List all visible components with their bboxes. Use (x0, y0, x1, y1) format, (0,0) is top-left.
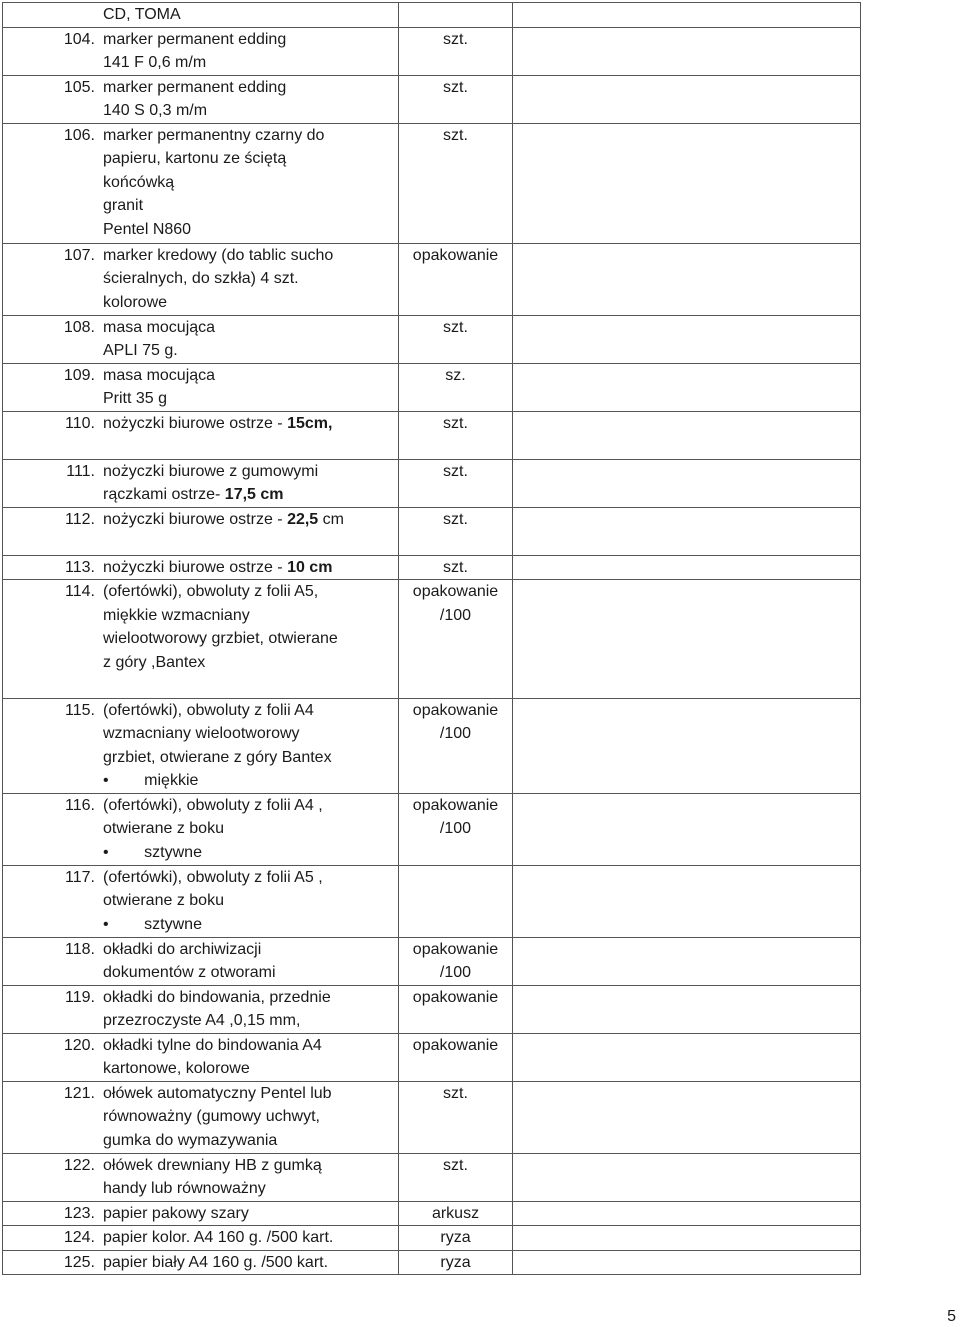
item-text: masa mocująca (103, 318, 216, 336)
item-description-line (3, 841, 398, 865)
unit-cell (399, 507, 513, 555)
unit-label: /100 (439, 606, 472, 624)
item-description-line (3, 1226, 398, 1250)
table-row (3, 123, 861, 243)
empty-cell (513, 459, 861, 507)
item-description-line (3, 3, 398, 27)
item-text: otwierane z boku (103, 820, 224, 837)
empty-cell (513, 1033, 861, 1081)
unit-label: arkusz (431, 1204, 480, 1222)
item-text: handy lub równoważny (103, 1180, 266, 1197)
empty-cell (513, 1226, 861, 1251)
item-description-line (3, 580, 398, 604)
item-description-line (3, 508, 398, 532)
table-row (3, 315, 861, 363)
empty-cell (513, 411, 861, 459)
item-description-cell (3, 27, 399, 75)
item-description-cell (3, 793, 399, 865)
table-row (3, 75, 861, 123)
item-description-line (3, 1009, 398, 1033)
unit-label: szt. (443, 78, 468, 96)
item-description-line (3, 435, 398, 459)
table-row (3, 1153, 861, 1201)
item-description-line (3, 794, 398, 818)
item-description-line (3, 986, 398, 1010)
unit-cell (399, 315, 513, 363)
item-description-line (3, 339, 398, 363)
empty-cell (513, 793, 861, 865)
table-row (3, 243, 861, 315)
empty-cell (513, 123, 861, 243)
item-description-cell (3, 243, 399, 315)
item-number: 122. (63, 1156, 95, 1174)
unit-cell (399, 123, 513, 243)
unit-label: szt. (443, 462, 468, 480)
item-description-line (3, 194, 398, 218)
unit-cell (399, 243, 513, 315)
item-number: 113. (65, 558, 95, 576)
item-text: (ofertówki), obwoluty z folii A5, (103, 583, 319, 600)
item-text: APLI 75 g. (103, 342, 178, 359)
item-description-line (3, 1251, 398, 1275)
item-description-line (3, 76, 398, 100)
item-text: (ofertówki), obwoluty z folii A4 (103, 701, 314, 719)
unit-label: sz. (445, 366, 466, 384)
empty-cell (513, 698, 861, 793)
item-text: nożyczki biurowe ostrze - 15cm, (103, 414, 333, 432)
item-text: ścieralnych, do szkła) 4 szt. (103, 270, 299, 287)
item-description-line (3, 1129, 398, 1153)
item-description-line (3, 244, 398, 268)
item-description-line (3, 412, 398, 436)
item-text: papier pakowy szary (103, 1204, 249, 1222)
item-description-line (3, 51, 398, 75)
item-description-line (3, 28, 398, 52)
item-description-cell (3, 580, 399, 699)
table-row (3, 363, 861, 411)
item-number: 110. (65, 414, 95, 432)
item-description-cell (3, 75, 399, 123)
item-text: ołówek automatyczny Pentel lub (103, 1084, 332, 1102)
empty-cell (513, 1250, 861, 1275)
item-text: przezroczyste A4 ,0,15 mm, (103, 1012, 301, 1029)
empty-cell (513, 1081, 861, 1153)
item-description-line (3, 604, 398, 628)
unit-label: /100 (439, 964, 472, 981)
unit-label: opakowanie (412, 796, 499, 814)
item-text: • sztywne (103, 915, 202, 933)
unit-label: szt. (443, 510, 468, 528)
item-text: gumka do wymazywania (103, 1131, 278, 1149)
item-description-line (3, 147, 398, 171)
item-description-line (3, 1034, 398, 1058)
item-text: okładki do bindowania, przednie (103, 988, 331, 1006)
unit-label: opakowanie (412, 583, 499, 600)
item-description-cell (3, 315, 399, 363)
empty-cell (513, 555, 861, 580)
unit-cell (399, 411, 513, 459)
item-text: CD, TOMA (103, 6, 181, 23)
empty-cell (513, 363, 861, 411)
item-description-cell (3, 1033, 399, 1081)
item-text: kolorowe (103, 293, 168, 311)
unit-cell (399, 985, 513, 1033)
item-text: miękkie wzmacniany (103, 606, 250, 624)
item-description-cell (3, 411, 399, 459)
item-text: okładki tylne do bindowania A4 (103, 1036, 322, 1054)
unit-cell (399, 1081, 513, 1153)
table-row (3, 1033, 861, 1081)
item-description-line (3, 1177, 398, 1201)
empty-cell (513, 27, 861, 75)
empty-cell (513, 75, 861, 123)
unit-label: szt. (443, 1156, 468, 1174)
item-description-line (3, 483, 398, 507)
item-description-line (3, 124, 398, 148)
item-description-cell (3, 507, 399, 555)
item-description-line (3, 387, 398, 411)
unit-label: szt. (443, 558, 468, 576)
empty-cell (513, 985, 861, 1033)
item-number: 119. (65, 988, 95, 1006)
item-description-cell (3, 985, 399, 1033)
item-text: rączkami ostrze- 17,5 cm (103, 486, 284, 503)
page-number: 5 (947, 1308, 956, 1325)
empty-cell (513, 507, 861, 555)
table-row (3, 1201, 861, 1226)
unit-label: /100 (439, 725, 472, 742)
item-text: kartonowe, kolorowe (103, 1060, 250, 1077)
item-number: 106. (63, 126, 95, 144)
item-description-cell (3, 937, 399, 985)
table-row (3, 1081, 861, 1153)
item-number: 105. (63, 78, 95, 96)
item-text: masa mocująca (103, 366, 216, 384)
item-text: granit (103, 197, 144, 214)
item-description-line (3, 99, 398, 123)
unit-cell (399, 459, 513, 507)
item-text: Pritt 35 g (103, 390, 168, 407)
item-description-cell (3, 459, 399, 507)
product-table-body (3, 3, 861, 1275)
item-text: nożyczki biurowe ostrze - 22,5 cm (103, 510, 344, 528)
unit-cell (399, 1201, 513, 1226)
item-number: 111. (66, 462, 95, 480)
empty-cell (513, 3, 861, 28)
unit-label: opakowanie (412, 988, 499, 1006)
empty-cell (513, 1153, 861, 1201)
item-text: marker permanent edding (103, 78, 287, 96)
table-row (3, 793, 861, 865)
item-number: 114. (65, 583, 95, 600)
unit-cell (399, 555, 513, 580)
unit-label: ryza (440, 1253, 471, 1271)
item-description-cell (3, 363, 399, 411)
item-description-cell (3, 1226, 399, 1251)
item-description-line (3, 938, 398, 962)
unit-cell (399, 793, 513, 865)
item-text: • sztywne (103, 843, 202, 861)
item-text: papier kolor. A4 160 g. /500 kart. (103, 1229, 334, 1246)
item-text: okładki do archiwizacji (103, 940, 262, 958)
item-text: marker permanentny czarny do (103, 126, 325, 144)
item-description-cell (3, 555, 399, 580)
item-description-line (3, 817, 398, 841)
table-row (3, 865, 861, 937)
item-text: marker kredowy (do tablic sucho (103, 246, 334, 264)
table-row (3, 937, 861, 985)
item-description-line (3, 556, 398, 580)
item-description-line (3, 171, 398, 195)
unit-label: opakowanie (412, 246, 499, 264)
item-number: 112. (65, 510, 95, 528)
item-text: dokumentów z otworami (103, 964, 276, 981)
item-description-cell (3, 1201, 399, 1226)
item-number: 107. (63, 246, 95, 264)
item-number: 124. (63, 1229, 95, 1246)
empty-cell (513, 937, 861, 985)
table-row (3, 1250, 861, 1275)
item-description-line (3, 1057, 398, 1081)
table-row (3, 555, 861, 580)
table-row (3, 1226, 861, 1251)
item-description-line (3, 531, 398, 555)
item-text: równoważny (gumowy uchwyt, (103, 1108, 320, 1125)
item-description-line (3, 913, 398, 937)
item-description-line (3, 218, 398, 242)
item-description-cell (3, 123, 399, 243)
item-description-line (3, 769, 398, 793)
unit-label: szt. (443, 414, 468, 432)
item-text: nożyczki biurowe z gumowymi (103, 462, 319, 480)
unit-cell (399, 27, 513, 75)
item-text: Pentel N860 (103, 220, 192, 238)
item-description-line (3, 674, 398, 698)
item-number: 121. (63, 1084, 95, 1102)
item-number: 104. (63, 30, 95, 48)
item-text: papieru, kartonu ze ściętą (103, 150, 287, 167)
unit-label: /100 (439, 820, 472, 837)
item-description-line (3, 699, 398, 723)
table-row (3, 27, 861, 75)
item-text: • miękkie (103, 772, 199, 789)
item-description-cell (3, 3, 399, 28)
item-number: 115. (65, 701, 95, 719)
item-description-line (3, 1202, 398, 1226)
unit-label: opakowanie (412, 701, 499, 719)
unit-label: szt. (443, 30, 468, 48)
item-number: 108. (63, 318, 95, 336)
item-number: 118. (65, 940, 95, 958)
item-description-line (3, 722, 398, 746)
item-text: marker permanent edding (103, 30, 287, 48)
unit-label: szt. (443, 126, 468, 144)
empty-cell (513, 243, 861, 315)
item-description-line (3, 1154, 398, 1178)
item-number: 125. (63, 1253, 95, 1271)
unit-label: szt. (443, 318, 468, 336)
item-description-line (3, 291, 398, 315)
unit-label: opakowanie (412, 1036, 499, 1054)
item-description-line (3, 1082, 398, 1106)
item-description-cell (3, 1250, 399, 1275)
unit-cell (399, 698, 513, 793)
unit-cell (399, 1033, 513, 1081)
item-text: (ofertówki), obwoluty z folii A5 , (103, 868, 323, 886)
item-text: grzbiet, otwierane z góry Bantex (103, 748, 332, 766)
table-row (3, 698, 861, 793)
item-description-line (3, 746, 398, 770)
item-text: otwierane z boku (103, 892, 224, 909)
item-description-line (3, 460, 398, 484)
item-description-cell (3, 1081, 399, 1153)
item-number: 117. (65, 868, 95, 886)
empty-cell (513, 1201, 861, 1226)
empty-cell (513, 865, 861, 937)
item-description-line (3, 1105, 398, 1129)
item-text: 140 S 0,3 m/m (103, 102, 208, 119)
table-row (3, 985, 861, 1033)
item-text: końcówką (103, 173, 175, 191)
unit-cell (399, 1250, 513, 1275)
unit-cell (399, 1153, 513, 1201)
unit-label: szt. (443, 1084, 468, 1102)
item-text: z góry ,Bantex (103, 653, 206, 671)
item-text: ołówek drewniany HB z gumką (103, 1156, 322, 1174)
table-row (3, 507, 861, 555)
item-description-line (3, 364, 398, 388)
empty-cell (513, 580, 861, 699)
item-description-line (3, 889, 398, 913)
item-number: 109. (63, 366, 95, 384)
item-number: 116. (65, 796, 95, 814)
unit-cell (399, 865, 513, 937)
unit-cell (399, 937, 513, 985)
item-description-cell (3, 865, 399, 937)
unit-cell (399, 1226, 513, 1251)
item-description-cell (3, 1153, 399, 1201)
item-description-line (3, 267, 398, 291)
item-description-line (3, 627, 398, 651)
product-table (2, 2, 861, 1275)
item-text: wielootworowy grzbiet, otwierane (103, 630, 338, 647)
empty-cell (513, 315, 861, 363)
item-text: papier biały A4 160 g. /500 kart. (103, 1253, 329, 1271)
unit-label: ryza (440, 1229, 471, 1246)
unit-cell (399, 363, 513, 411)
item-description-line (3, 866, 398, 890)
item-number: 123. (63, 1204, 95, 1222)
table-row (3, 580, 861, 699)
item-description-line (3, 316, 398, 340)
unit-label: opakowanie (412, 940, 499, 958)
table-row (3, 459, 861, 507)
table-row (3, 3, 861, 28)
item-description-line (3, 961, 398, 985)
item-description-line (3, 651, 398, 675)
item-text: 141 F 0,6 m/m (103, 54, 207, 71)
item-text: nożyczki biurowe ostrze - 10 cm (103, 558, 333, 576)
table-row (3, 411, 861, 459)
item-number: 120. (63, 1036, 95, 1054)
unit-cell (399, 580, 513, 699)
item-description-cell (3, 698, 399, 793)
item-text: wzmacniany wielootworowy (103, 725, 300, 742)
item-text: (ofertówki), obwoluty z folii A4 , (103, 796, 323, 814)
unit-cell (399, 75, 513, 123)
unit-cell (399, 3, 513, 28)
